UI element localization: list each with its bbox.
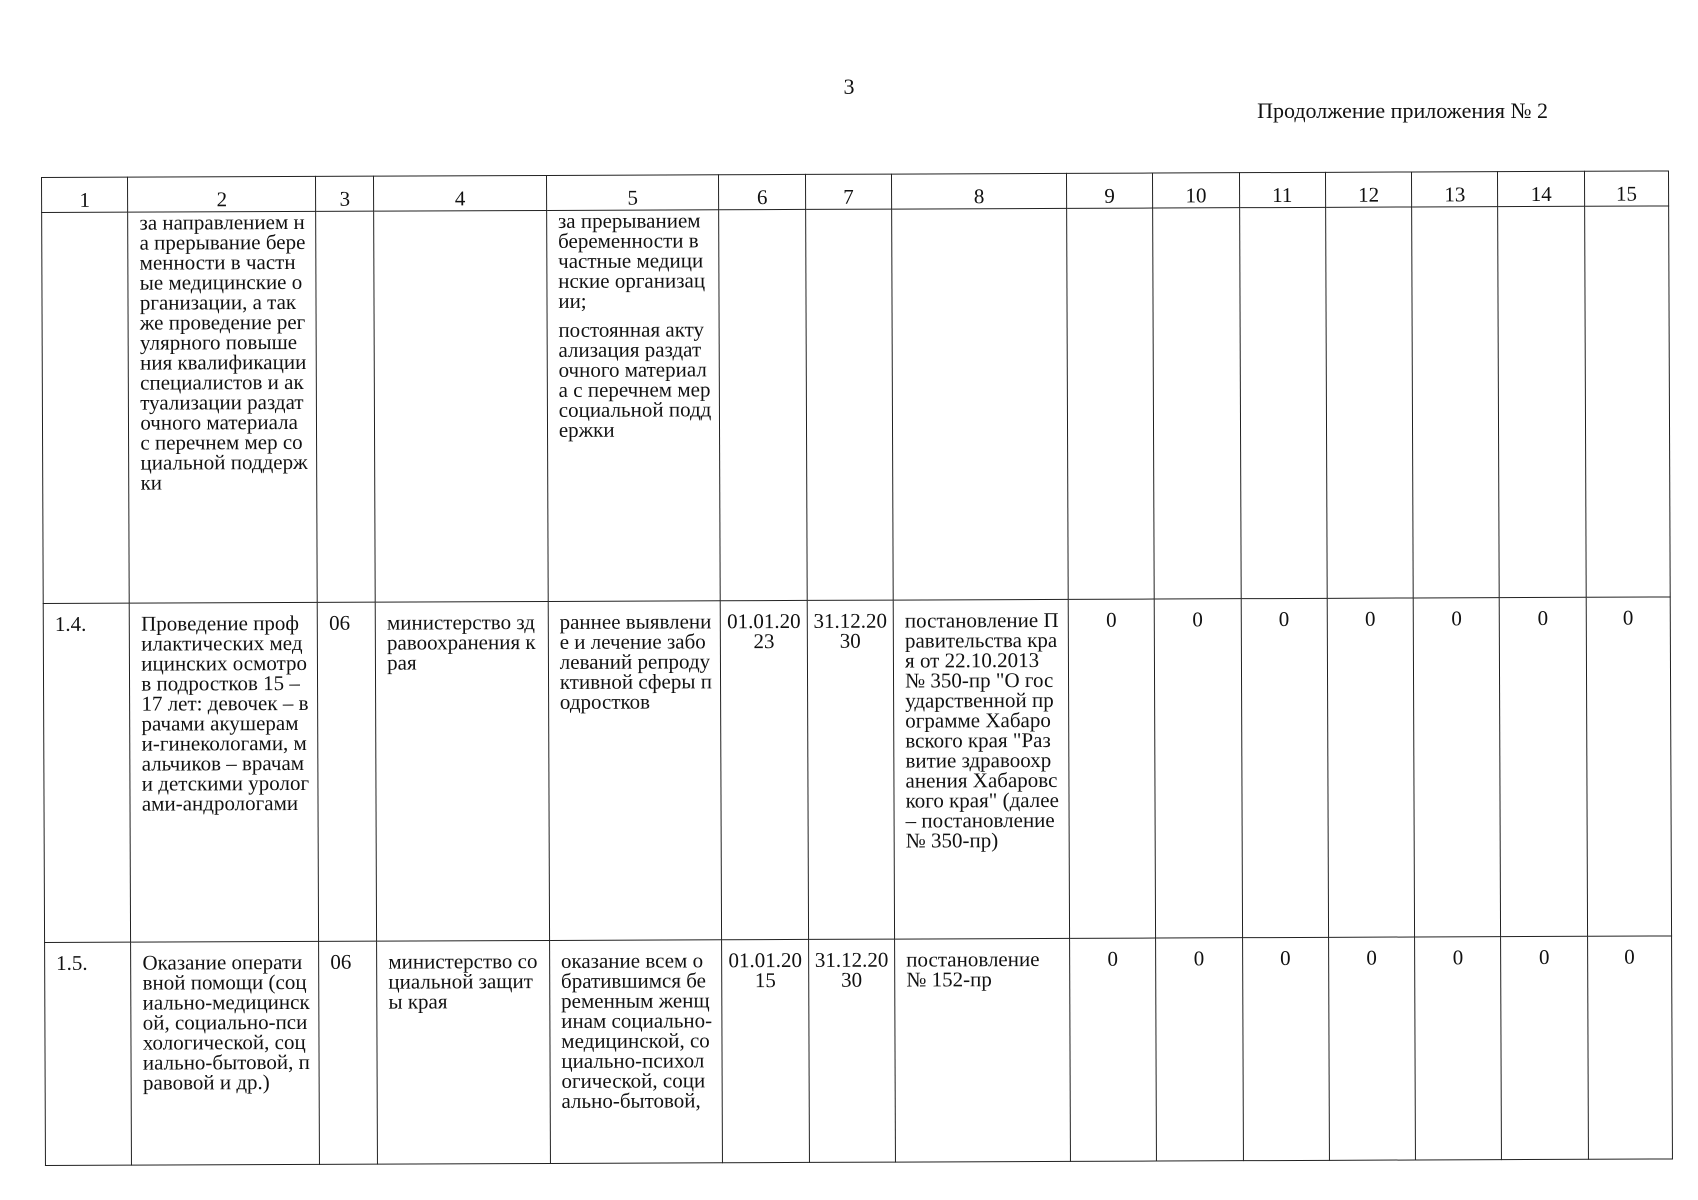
value-cell [1153,208,1241,599]
table-row [45,936,1673,1166]
value-cell: 0 [1413,598,1501,937]
code-cell [319,941,378,1164]
legal-basis-text: постановление Правительства края от 22.10.2013 № 350-пр "О государственной программе Хабаровского края "Развитие здравоохранения Хабаровского края" (далее – постановление № 350-пр) [904,607,1059,853]
code-cell [317,602,376,941]
start-date-cell [722,939,809,1162]
legal-basis-text: постановление № 152-пр [906,946,1040,992]
value-cell: 0 [1328,937,1415,1160]
column-header: 5 [546,175,719,211]
column-header: 12 [1325,172,1411,207]
value-cell [1067,208,1155,599]
table-row [42,206,1671,604]
value-cell: 0 [1069,938,1156,1161]
value-cell [1239,207,1327,598]
column-header: 11 [1239,172,1325,207]
page-number: 3 [843,74,855,99]
item-number-cell [45,942,132,1165]
column-header: 2 [128,176,316,212]
expected-result-cell [549,940,723,1164]
end-date: 31.12.2030 [813,608,887,653]
value-cell: 0 [1154,599,1242,938]
expected-result-text: оказание всем обратившимся беременным женщинам социально-медицинской, социально-психологической, социально-бытовой, [560,948,713,1113]
value-cell: 0 [1156,938,1243,1161]
value-cell: 0 [1242,937,1329,1160]
value-cell: 0 [1587,936,1672,1159]
value-cell: 0 [1586,597,1672,936]
value-cell: 0 [1415,937,1502,1160]
measure-name-text: за направлением на прерывание беременности в частные медицинские организации, а также проведение регулярного повышения квалификации специалистов и актуализации раздаточного материала с перечнем мер социальной поддержки [139,209,308,495]
column-header: 6 [719,174,805,209]
column-header: 4 [374,175,547,211]
executor-cell [374,210,548,602]
expected-result-text: постоянная актуализация раздаточного материала с перечнем мер социальной поддержки [558,317,712,442]
end-date: 31.12.2030 [814,947,889,992]
legal-basis-cell [895,938,1071,1162]
measures-table [41,170,1673,1166]
executor-text: министерство социальной защиты края [388,949,538,1014]
value-cell: 0 [1068,599,1156,938]
end-date-cell [805,209,893,600]
column-header: 1 [42,177,128,212]
expected-result-text: за прерыванием беременности в частные медицинские организации; [557,208,706,313]
executor-cell [375,601,549,941]
executor-cell [377,940,551,1164]
column-header: 7 [805,174,891,209]
expected-result-text: раннее выявление и лечение заболеваний репродуктивной сферы подростков [559,609,712,714]
expected-result-cell [548,601,722,941]
code-value: 06 [328,610,351,635]
start-date-cell [719,209,807,600]
start-date: 01.01.2015 [728,947,803,993]
value-cell [1325,207,1413,598]
code-cell [316,211,375,602]
end-date-cell [807,600,895,939]
value-cell: 0 [1500,597,1588,936]
table-row [43,597,1671,943]
legal-basis-cell [892,208,1068,600]
measure-name-text: Проведение профилактических медицинских осмотров подростков 15 – 17 лет: девочек – врачами акушерами-гинекологами, мальчиков – врачами детскими урологами-андрологами [141,610,310,816]
column-header: 8 [892,173,1067,209]
value-cell [1412,207,1500,598]
column-header: 3 [316,176,374,211]
measure-name-cell [128,211,318,603]
measure-name-cell [130,602,319,942]
measure-name-cell [131,941,320,1165]
expected-result-cell [546,210,720,602]
value-cell [1498,206,1586,597]
column-header: 9 [1066,173,1152,208]
column-header: 13 [1412,172,1498,207]
item-number-cell [43,603,131,942]
column-header: 15 [1584,171,1668,206]
appendix-continuation-note: Продолжение приложения № 2 [1257,98,1548,123]
value-cell [1584,206,1670,597]
start-date-cell [721,600,809,939]
value-cell: 0 [1501,936,1588,1159]
value-cell: 0 [1241,598,1329,937]
start-date: 01.01.2023 [727,608,801,654]
value-cell: 0 [1327,598,1415,937]
item-number: 1.4. [54,611,87,636]
column-header: 14 [1498,171,1584,206]
executor-text: министерство здравоохранения края [386,610,536,675]
end-date-cell [808,939,895,1162]
item-number: 1.5. [56,950,88,975]
column-header: 10 [1153,173,1239,208]
item-number-cell [42,212,130,603]
measure-name-text: Оказание оперативной помощи (социально-медицинской, социально-психологической, социально-бытовой, правовой и др.) [142,949,310,1095]
legal-basis-cell [893,599,1069,939]
code-value: 06 [330,949,352,974]
